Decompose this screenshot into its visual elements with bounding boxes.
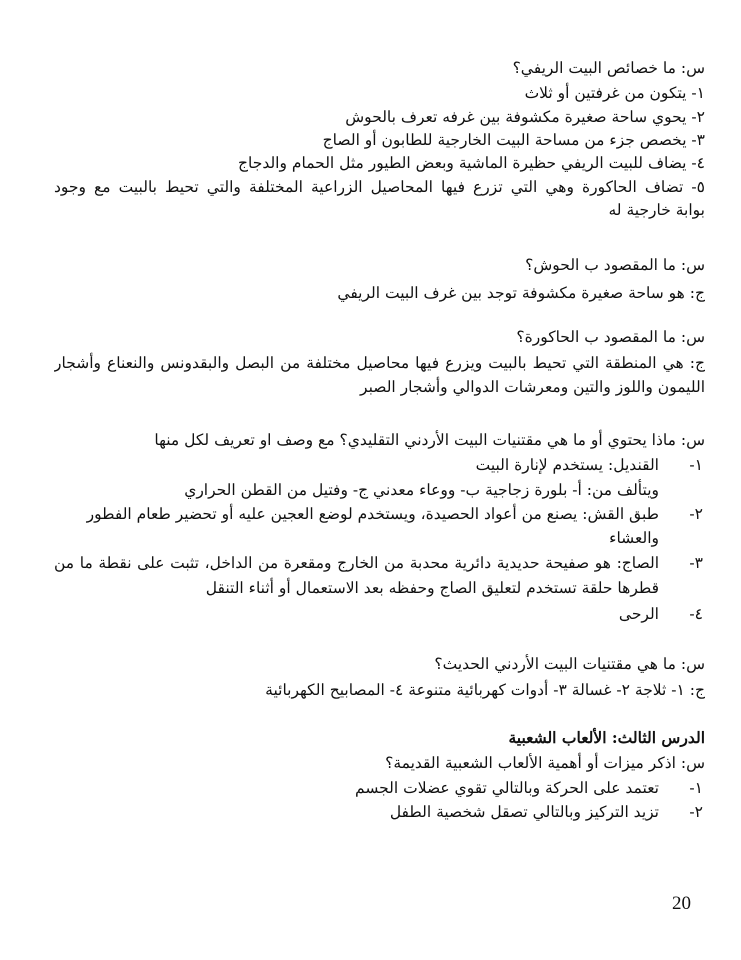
question: س: ما المقصود ب الحاكورة؟: [516, 328, 705, 346]
list-item: ٤- يضاف للبيت الريفي حظيرة الماشية وبعض الطيور مثل الحمام والدجاج: [238, 154, 705, 172]
list-item: ٣- يخصص جزء من مساحة البيت الخارجية للطابون أو الصاج: [322, 131, 705, 149]
list-item: الرحى: [618, 605, 659, 623]
lesson-heading: الدرس الثالث: الألعاب الشعبية: [508, 728, 705, 747]
page-number: 20: [672, 893, 691, 914]
answer: ج: ١- ثلاجة ٢- غسالة ٣- أدوات كهربائية متنوعة ٤- المصابيح الكهربائية: [265, 681, 705, 699]
question: س: ما هي مقتنيات البيت الأردني الحديث؟: [434, 655, 705, 673]
item-number: ١-: [689, 779, 703, 797]
list-item: القنديل: يستخدم لإنارة البيت: [475, 456, 659, 474]
question: س: ما المقصود ب الحوش؟: [525, 256, 705, 274]
answer-continuation: الليمون واللوز والتين ومعرشات الدوالي وأشجار الصبر: [360, 378, 705, 396]
list-item: ٥- تضاف الحاكورة وهي التي تزرع فيها المحاصيل الزراعية المختلفة والتي تحيط بالبيت مع وجود: [54, 178, 705, 196]
item-number: ٢-: [689, 505, 703, 523]
list-item-detail: ويتألف من: أ- بلورة زجاجية ب- ووعاء معدني ج- وفتيل من القطن الحراري: [184, 481, 659, 499]
question: س: ما خصائص البيت الريفي؟: [512, 59, 705, 77]
list-item: الصاج: هو صفيحة حديدية دائرية محدبة من الخارج ومقعرة من الداخل، تثبت على نقطة ما من: [54, 554, 659, 572]
list-item: ١- يتكون من غرفتين أو ثلاث: [524, 84, 705, 102]
question: س: اذكر ميزات أو أهمية الألعاب الشعبية القديمة؟: [385, 754, 705, 772]
list-item-continuation: قطرها حلقة تستخدم لتعليق الصاج وحفظه بعد الاستعمال أو أثناء التنقل: [205, 579, 659, 597]
question: س: ماذا يحتوي أو ما هي مقتنيات البيت الأردني التقليدي؟ مع وصف او تعريف لكل منها: [154, 431, 705, 449]
list-item: طبق القش: يصنع من أعواد الحصيدة، ويستخدم لوضع العجين عليه أو تحضير طعام الفطور: [86, 505, 659, 523]
answer: ج: هي المنطقة التي تحيط بالبيت ويزرع فيها محاصيل مختلفة من البصل والبقدونس والنعناع وأشجار: [54, 354, 705, 372]
item-number: ٣-: [689, 554, 703, 572]
item-number: ٤-: [689, 605, 703, 623]
list-item: تعتمد على الحركة وبالتالي تقوي عضلات الجسم: [355, 779, 659, 797]
item-number: ٢-: [689, 803, 703, 821]
list-item-continuation: والعشاء: [609, 529, 659, 547]
item-number: ١-: [689, 456, 703, 474]
list-item-continuation: بوابة خارجية له: [608, 201, 705, 219]
answer: ج: هو ساحة صغيرة مكشوفة توجد بين غرف البيت الريفي: [337, 284, 705, 302]
list-item: تزيد التركيز وبالتالي تصقل شخصية الطفل: [389, 803, 659, 821]
list-item: ٢- يحوي ساحة صغيرة مكشوفة بين غرفه تعرف بالحوش: [345, 108, 705, 126]
